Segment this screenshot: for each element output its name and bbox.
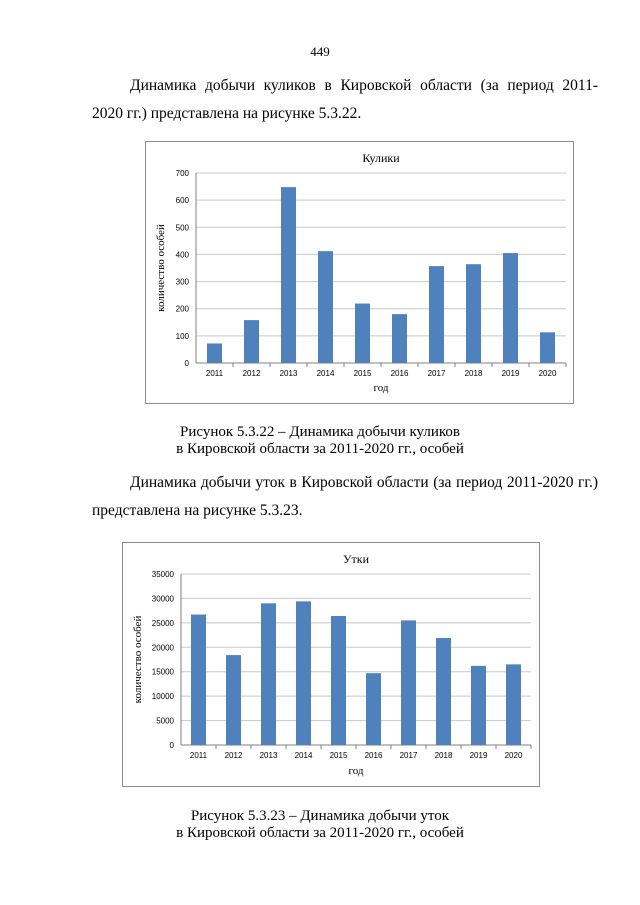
y-tick-label: 25000 <box>151 618 174 628</box>
bar-2015 <box>355 304 370 363</box>
chart-title: Кулики <box>362 151 400 165</box>
bar-2013 <box>261 603 276 745</box>
y-tick-label: 400 <box>175 250 189 260</box>
x-tick-label: 2018 <box>464 369 483 378</box>
y-tick-label: 5000 <box>156 716 174 726</box>
paragraph-1-line-1: Динамика добычи куликов в Кировской области (за период 2011- <box>130 77 598 94</box>
bar-2012 <box>226 655 241 745</box>
bar-2013 <box>281 187 296 363</box>
x-tick-label: 2017 <box>399 751 418 760</box>
chart-title: Утки <box>343 552 369 566</box>
y-tick-label: 700 <box>175 169 189 178</box>
x-tick-label: 2017 <box>427 369 446 378</box>
chart-utki <box>122 542 540 787</box>
y-axis-label: количество особей <box>132 615 144 704</box>
y-tick-label: 300 <box>175 277 189 287</box>
x-axis-label: год <box>373 382 389 394</box>
y-tick-label: 15000 <box>151 667 174 677</box>
chart-utki-svg <box>123 543 539 786</box>
caption-2 <box>0 808 640 842</box>
x-tick-label: 2013 <box>279 369 298 378</box>
bar-2014 <box>296 601 311 745</box>
bar-2017 <box>401 620 416 745</box>
y-tick-label: 600 <box>175 196 189 206</box>
bar-2018 <box>436 638 451 745</box>
caption-1 <box>0 424 640 458</box>
x-tick-label: 2013 <box>259 751 278 760</box>
bar-2020 <box>540 332 555 363</box>
y-axis-label: количество особей <box>155 224 167 312</box>
x-axis-label: год <box>348 765 364 777</box>
chart-kuliki-svg <box>146 142 573 403</box>
bar-2011 <box>207 343 222 363</box>
x-tick-label: 2019 <box>469 751 488 760</box>
x-tick-label: 2019 <box>501 369 520 378</box>
y-tick-label: 0 <box>184 359 189 368</box>
y-tick-label: 30000 <box>151 594 174 604</box>
x-tick-label: 2020 <box>538 369 557 378</box>
caption-2-line-2: в Кировской области за 2011-2020 гг., особей <box>176 825 464 841</box>
paragraph-1 <box>92 72 598 128</box>
bar-2017 <box>429 266 444 363</box>
x-tick-label: 2012 <box>242 369 261 378</box>
x-tick-label: 2018 <box>434 751 453 760</box>
x-tick-label: 2011 <box>189 751 208 760</box>
caption-1-line-2: в Кировской области за 2011-2020 гг., особей <box>176 441 464 457</box>
y-tick-label: 500 <box>175 223 189 233</box>
chart-kuliki <box>145 141 574 404</box>
page-number: 449 <box>310 44 330 59</box>
bar-2016 <box>392 314 407 363</box>
bar-2018 <box>466 264 481 363</box>
y-tick-label: 100 <box>175 331 189 341</box>
x-tick-label: 2015 <box>329 751 348 760</box>
paragraph-2-line-1: Динамика добычи уток в Кировской области (за период 2011-2020 гг.) <box>130 474 598 491</box>
bar-2019 <box>503 253 518 363</box>
x-tick-label: 2015 <box>353 369 372 378</box>
bar-2019 <box>471 666 486 745</box>
x-tick-label: 2014 <box>294 751 313 760</box>
bar-2011 <box>191 615 206 745</box>
y-tick-label: 0 <box>169 741 174 750</box>
x-tick-label: 2020 <box>504 751 523 760</box>
x-tick-label: 2016 <box>390 369 409 378</box>
y-tick-label: 20000 <box>151 643 174 653</box>
paragraph-2 <box>92 469 598 525</box>
x-tick-label: 2012 <box>224 751 243 760</box>
y-tick-label: 35000 <box>151 570 174 579</box>
bar-2012 <box>244 320 259 363</box>
paragraph-1-line-2: 2020 гг.) представлена на рисунке 5.3.22. <box>92 105 362 122</box>
x-tick-label: 2014 <box>316 369 335 378</box>
x-tick-label: 2011 <box>205 369 224 378</box>
y-tick-label: 200 <box>175 304 189 314</box>
caption-1-line-1: Рисунок 5.3.22 – Динамика добычи куликов <box>179 424 461 440</box>
paragraph-2-line-2: представлена на рисунке 5.3.23. <box>92 502 303 519</box>
y-tick-label: 10000 <box>151 692 174 702</box>
caption-2-line-1: Рисунок 5.3.23 – Динамика добычи уток <box>190 808 450 824</box>
bar-2016 <box>366 673 381 745</box>
bar-2014 <box>318 251 333 363</box>
x-tick-label: 2016 <box>364 751 383 760</box>
bar-2015 <box>331 616 346 745</box>
bar-2020 <box>506 664 521 745</box>
